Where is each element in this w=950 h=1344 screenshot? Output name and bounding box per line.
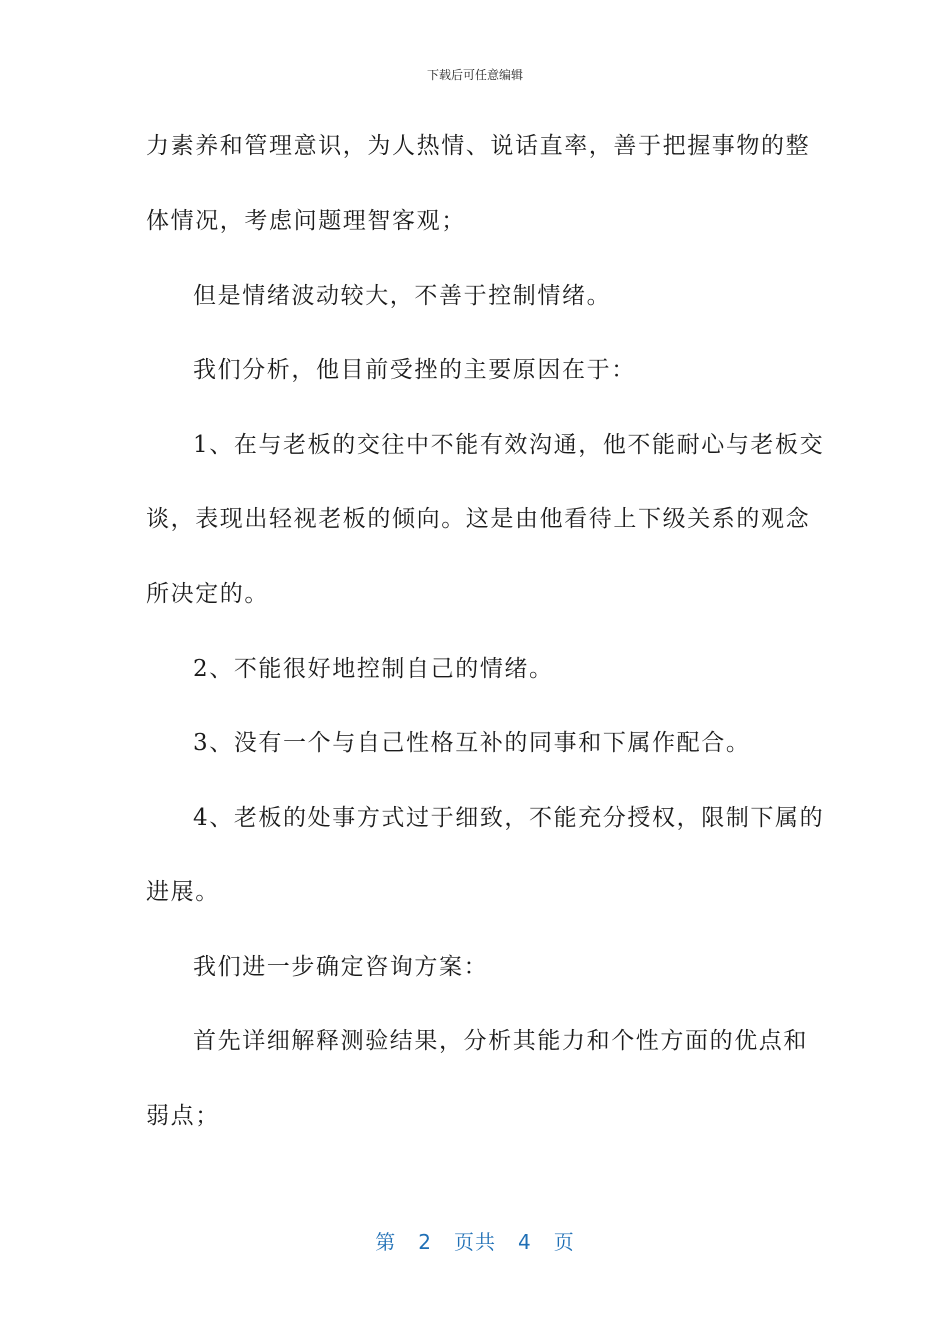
body-line-7: 所决定的。 <box>146 581 269 607</box>
page-header: 下载后可任意编辑 <box>426 68 523 82</box>
body-line-8: 2、不能很好地控制自己的情绪。 <box>193 656 554 682</box>
body-line-14: 弱点； <box>146 1103 220 1129</box>
body-line-9: 3、没有一个与自己性格互补的同事和下属作配合。 <box>193 730 751 756</box>
page-suffix: 页 <box>553 1230 575 1254</box>
page-mid: 页共 <box>454 1230 496 1254</box>
body-line-6: 谈，表现出轻视老板的倾向。这是由他看待上下级关系的观念 <box>146 506 811 532</box>
body-line-3: 但是情绪波动较大，不善于控制情绪。 <box>193 283 612 309</box>
page-footer <box>0 1226 950 1255</box>
body-line-5: 1、在与老板的交往中不能有效沟通，他不能耐心与老板交 <box>193 432 825 458</box>
body-line-1: 力素养和管理意识，为人热情、说话直率，善于把握事物的整 <box>146 133 811 159</box>
body-line-13: 首先详细解释测验结果，分析其能力和个性方面的优点和 <box>193 1028 808 1054</box>
body-line-12: 我们进一步确定咨询方案： <box>193 954 489 980</box>
body-line-4: 我们分析，他目前受挫的主要原因在于： <box>193 357 636 383</box>
page-current: 2 <box>418 1230 432 1254</box>
body-line-10: 4、老板的处事方式过于细致，不能充分授权，限制下属的 <box>193 805 825 831</box>
body-line-2: 体情况，考虑问题理智客观； <box>146 208 466 234</box>
page-prefix: 第 <box>375 1230 397 1254</box>
page-total: 4 <box>518 1230 532 1254</box>
body-line-11: 进展。 <box>146 879 220 905</box>
